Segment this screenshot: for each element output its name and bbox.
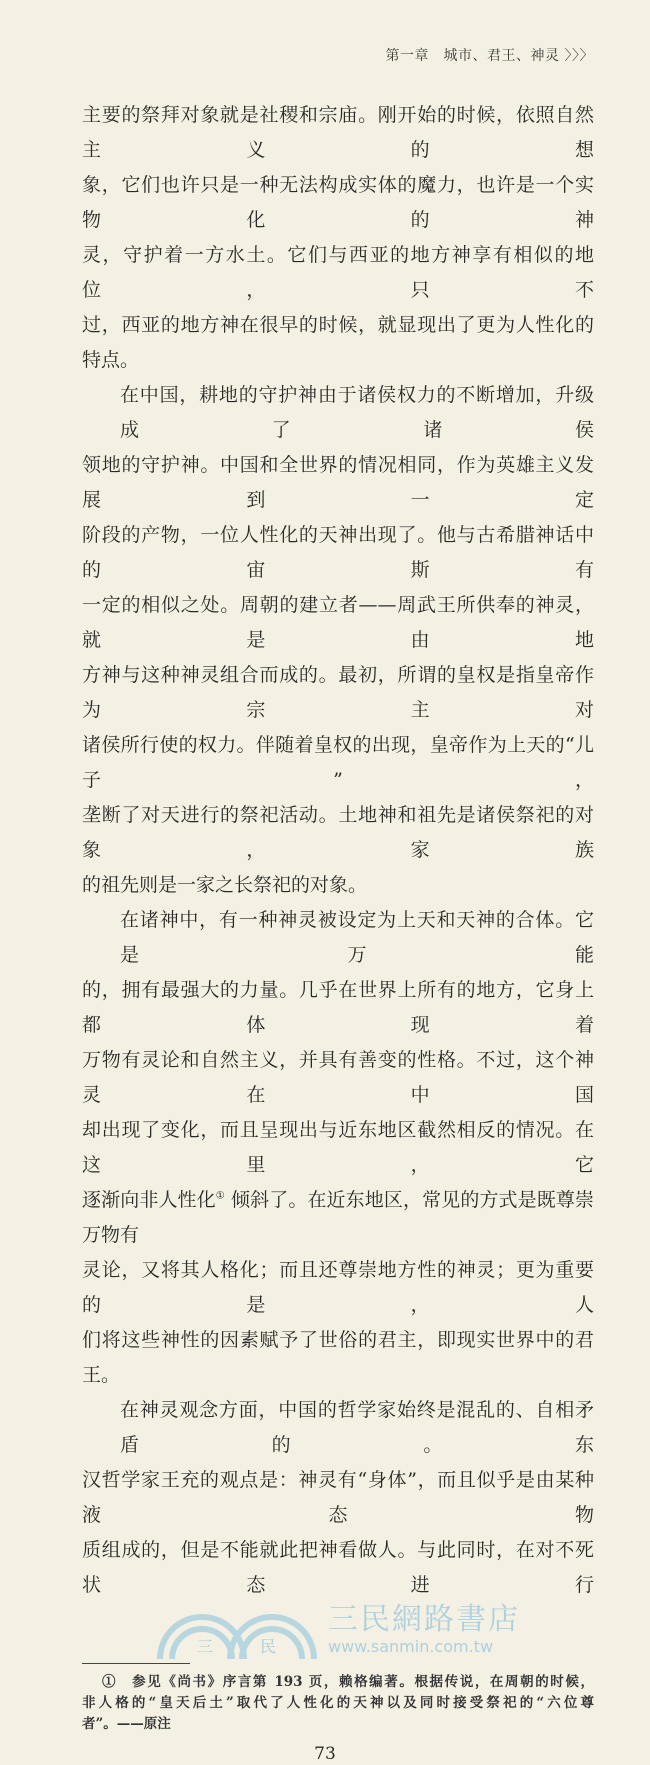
text-line: 灵，守护着一方水土。它们与西亚的地方神享有相似的地位，只不 xyxy=(82,244,594,301)
footnote-line: 者”。——原注 xyxy=(82,1716,171,1732)
text-line: 象，它们也许只是一种无法构成实体的魔力，也许是一个实物化的神 xyxy=(82,174,594,231)
body-text xyxy=(82,98,594,1603)
watermark-title: 三民網路書店 xyxy=(328,1602,520,1637)
footnote-divider xyxy=(82,1663,190,1664)
running-header: 第一章 城市、君王、神灵 〉〉〉 xyxy=(385,48,594,64)
footnote-line: 非人格的“皇天后土”取代了人性化的天神以及同时接受祭祀的“六位尊 xyxy=(82,1695,594,1711)
footnote xyxy=(82,1672,594,1735)
text-line: 却出现了变化，而且呈现出与近东地区截然相反的情况。在这里，它 xyxy=(82,1119,594,1176)
watermark xyxy=(82,1603,594,1659)
text-line: 在诸神中，有一种神灵被设定为上天和天神的合体。它是万能 xyxy=(120,909,594,966)
text-span: 倾斜了。在近东地区，常见的方式是既尊崇万物有 xyxy=(82,1189,594,1246)
text-line: 质组成的，但是不能就此把神看做人。与此同时，在对不死状态进行 xyxy=(82,1539,594,1596)
page xyxy=(82,0,594,1735)
text-line xyxy=(82,1183,594,1253)
text-line: 在中国，耕地的守护神由于诸侯权力的不断增加，升级成了诸侯 xyxy=(120,384,594,441)
text-line: 的，拥有最强大的力量。几乎在世界上所有的地方，它身上都体现着 xyxy=(82,979,594,1036)
text-line: 过，西亚的地方神在很早的时候，就显现出了更为人性化的特点。 xyxy=(82,314,594,371)
page-number: 73 xyxy=(314,1744,336,1764)
text-line: 一定的相似之处。周朝的建立者——周武王所供奉的神灵，就是由地 xyxy=(82,594,594,651)
text-line: 们将这些神性的因素赋予了世俗的君主，即现实世界中的君王。 xyxy=(82,1329,594,1386)
text-line: 方神与这种神灵组合而成的。最初，所谓的皇权是指皇帝作为宗主对 xyxy=(82,664,594,721)
watermark-url: www.sanmin.com.tw xyxy=(328,1637,494,1656)
watermark-char: 民 xyxy=(260,1637,277,1656)
text-line: 的祖先则是一家之长祭祀的对象。 xyxy=(82,874,368,896)
footnote-marker[interactable]: ① xyxy=(215,1190,225,1202)
watermark-char: 三 xyxy=(197,1637,214,1656)
text-line: 万物有灵论和自然主义，并具有善变的性格。不过，这个神灵在中国 xyxy=(82,1049,594,1106)
text-line: 汉哲学家王充的观点是：神灵有“身体”，而且似乎是由某种液态物 xyxy=(82,1469,594,1526)
text-line: 阶段的产物，一位人性化的天神出现了。他与古希腊神话中的宙斯有 xyxy=(82,524,594,581)
text-line: 领地的守护神。中国和全世界的情况相同，作为英雄主义发展到一定 xyxy=(82,454,594,511)
watermark-logo xyxy=(152,1603,322,1659)
text-line: 灵论，又将其人格化；而且还尊崇地方性的神灵；更为重要的是，人 xyxy=(82,1259,594,1316)
text-line: 垄断了对天进行的祭祀活动。土地神和祖先是诸侯祭祀的对象，家族 xyxy=(82,804,594,861)
text-line: 主要的祭拜对象就是社稷和宗庙。刚开始的时候，依照自然主义的想 xyxy=(82,104,594,161)
watermark-arches-icon xyxy=(152,1603,322,1659)
footnote-line: ① 参见《尚书》序言第 193 页，赖格编著。根据传说，在周朝的时候， xyxy=(102,1674,594,1690)
text-line: 在神灵观念方面，中国的哲学家始终是混乱的、自相矛盾的。东 xyxy=(120,1399,594,1456)
text-span: 逐渐向非人性化 xyxy=(82,1189,216,1211)
watermark-text xyxy=(328,1603,520,1657)
text-line: 诸侯所行使的权力。伴随着皇权的出现，皇帝作为上天的“儿子”， xyxy=(82,734,594,791)
